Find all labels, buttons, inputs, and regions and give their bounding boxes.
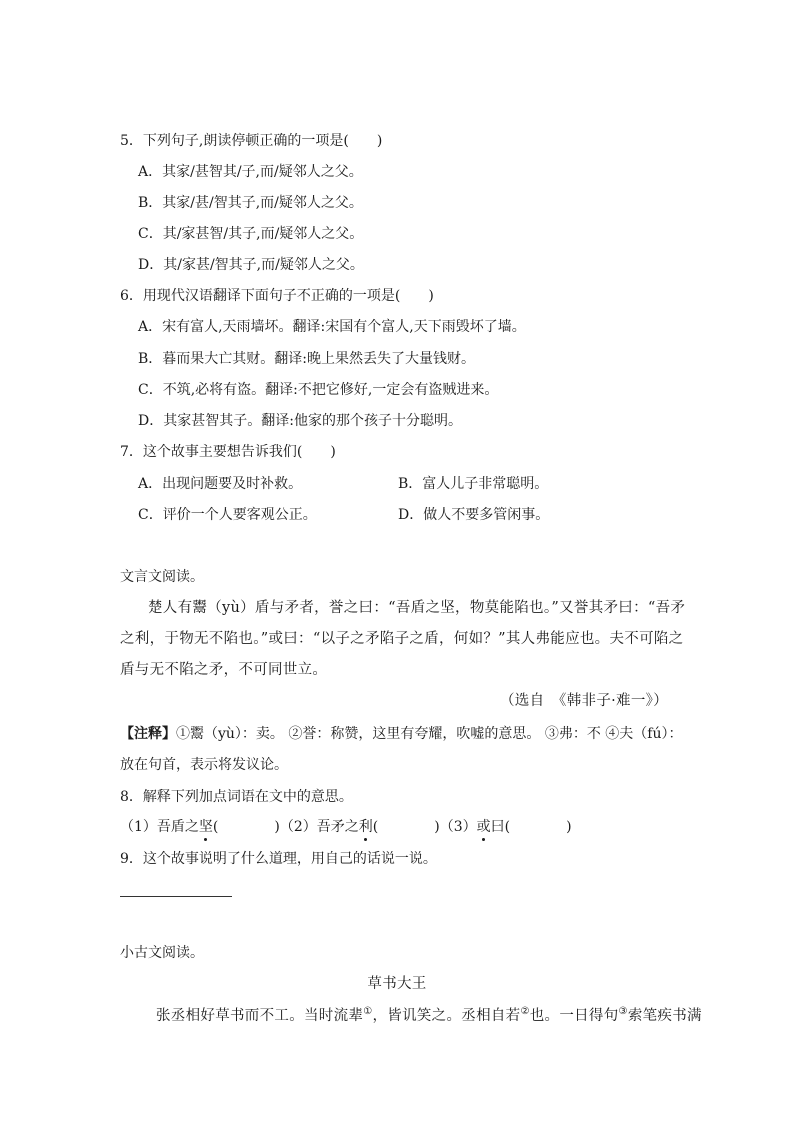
reading2-text-d: 索笔疾书满 xyxy=(627,1008,702,1024)
q7-option-b: B．富人儿子非常聪明。 xyxy=(398,476,549,492)
reading1-notes xyxy=(120,725,682,743)
reading2-text-b: ，皆讥笑之。丞相自若 xyxy=(372,1008,521,1024)
q5-option-b: B．其家/甚/智其子,而/疑邻人之父。 xyxy=(138,195,363,211)
q8-item2-prefix: （2）吾矛之 xyxy=(279,819,359,835)
q8-item2-dotted-word: 利 xyxy=(358,819,373,835)
reading2-heading: 小古文阅读。 xyxy=(120,945,204,961)
q8-item3-mid: 曰 xyxy=(490,819,505,835)
q8-item3-prefix: （3） xyxy=(439,819,477,835)
q8-item3-dotted-word: 或 xyxy=(476,819,491,835)
q6-option-d: D．其家甚智其子。翻译:他家的那个孩子十分聪明。 xyxy=(138,413,462,429)
q6-option-a: A．宋有富人,天雨墙坏。翻译:宋国有个富人,天下雨毁坏了墙。 xyxy=(138,319,526,335)
q8-item2-blank[interactable]: ( ) xyxy=(372,819,440,835)
q6-stem: 6．用现代汉语翻译下面句子不正确的一项是( ) xyxy=(120,288,434,304)
reading1-heading: 文言文阅读。 xyxy=(120,569,204,585)
q7-option-a: A．出现问题要及时补救。 xyxy=(138,476,303,492)
q6-option-b: B．暮而果大亡其财。翻译:晚上果然丢失了大量钱财。 xyxy=(138,351,476,367)
q8-item1-dotted-word: 坚 xyxy=(198,819,213,835)
q8-item1-blank[interactable]: ( ) xyxy=(212,819,280,835)
q8-item1-prefix: （1）吾盾之 xyxy=(120,819,199,835)
q8-stem: 8．解释下列加点词语在文中的意思。 xyxy=(120,789,353,805)
reading2-text-c: 也。一日得句 xyxy=(529,1008,619,1024)
reading1-passage-line1: 楚人有鬻（yù）盾与矛者，誉之曰：“吾盾之坚，物莫能陷也。”又誉其矛曰：“吾矛 xyxy=(148,600,686,616)
q5-option-a: A．其家/甚智其/子,而/疑邻人之父。 xyxy=(138,164,363,180)
q7-option-c: C．评价一个人要客观公正。 xyxy=(138,507,317,523)
reading1-passage-line3: 盾与无不陷之矛，不可同世立。 xyxy=(120,662,328,678)
reading2-title: 草书大王 xyxy=(367,976,427,992)
reading2-text-a: 张丞相好草书而不工。当时流辈 xyxy=(156,1008,364,1024)
reading1-notes-line2: 放在句首，表示将发议论。 xyxy=(120,757,288,773)
q5-option-d: D．其/家甚/智其子,而/疑邻人之父。 xyxy=(138,257,364,273)
footnote-marker-1: ① xyxy=(363,1006,373,1018)
q7-stem: 7．这个故事主要想告诉我们( ) xyxy=(120,444,336,460)
q9-stem: 9．这个故事说明了什么道理，用自己的话说一说。 xyxy=(120,851,437,867)
q5-stem: 5．下列句子,朗读停顿正确的一项是( ) xyxy=(120,133,383,149)
q6-option-c: C．不筑,必将有盗。翻译:不把它修好,一定会有盗贼进来。 xyxy=(138,382,499,398)
q5-option-c: C．其/家甚智/其子,而/疑邻人之父。 xyxy=(138,226,364,242)
reading2-text-line1 xyxy=(156,1007,702,1025)
reading1-source: （选自 《韩非子·难一》） xyxy=(499,693,668,709)
reading1-passage-line2: 之利，于物无不陷也。”或曰：“以子之矛陷子之盾，何如？”其人弗能应也。夫不可陷之 xyxy=(120,631,684,647)
notes-line1: ①鬻（yù）：卖。 ②誉：称赞，这里有夸耀，吹嘘的意思。 ③弗：不 ④夫（fú）： xyxy=(176,726,683,742)
notes-label: 【注释】 xyxy=(120,726,176,742)
q9-answer-line[interactable] xyxy=(120,896,232,897)
q8-items xyxy=(120,818,572,836)
footnote-marker-2: ② xyxy=(520,1006,530,1018)
q7-option-d: D．做人不要多管闲事。 xyxy=(398,507,550,523)
q8-item3-blank[interactable]: ( ) xyxy=(504,819,572,835)
footnote-marker-3: ③ xyxy=(618,1006,628,1018)
